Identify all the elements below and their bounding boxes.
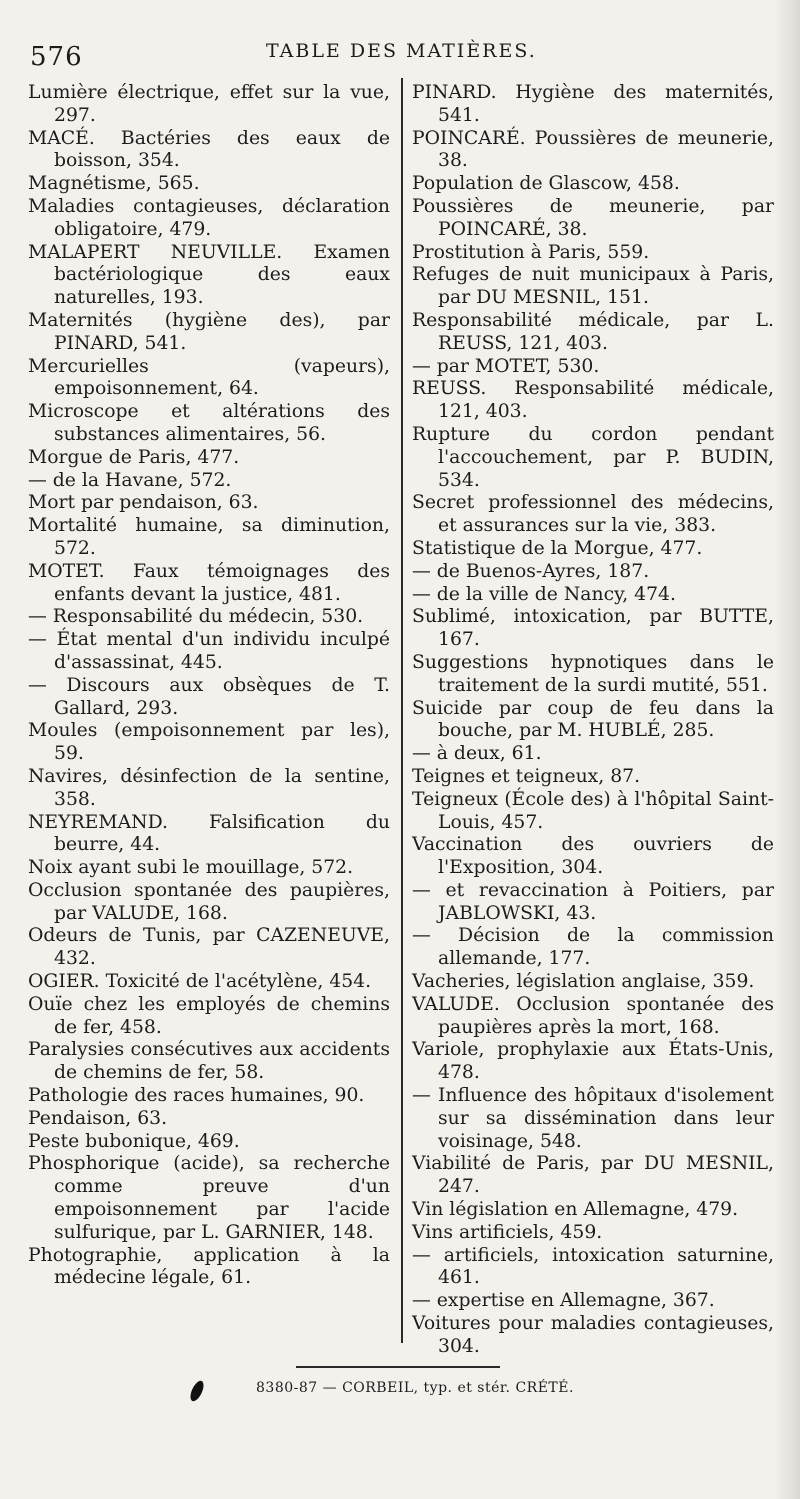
index-entry: Suicide par coup de feu dans la bouche, par M. HUBLÉ, 285. [412,697,774,742]
index-entry: Voitures pour maladies contagieuses, 304. [412,1313,774,1357]
index-entry: Mercurielles (vapeurs), empoisonnement, 64. [28,355,390,400]
index-entry: — Responsabilité du médecin, 530. [28,606,364,628]
index-entry: Odeurs de Tunis, par CAZENEUVE, 432. [28,925,390,970]
index-entry: Maternités (hygiène des), par PINARD, 541. [28,309,390,354]
index-entry: Teignes et teigneux, 87. [412,765,641,787]
index-entry: Prostitution à Paris, 559. [412,241,650,263]
index-entry: Viabilité de Paris, par DU MESNIL, 247. [412,1153,774,1198]
index-entry: — de la ville de Nancy, 474. [412,583,676,605]
index-entry: Vaccination des ouvriers de l'Exposition, 304. [412,834,774,879]
index-entry: Phosphorique (acide), sa recherche comme preuve d'un empoisonnement par l'acide sulfurique, par L. GARNIER, 148. [28,1153,390,1243]
index-entry: — Décision de la commission allemande, 177. [412,925,774,970]
index-entry: Rupture du cordon pendant l'accouchement, par P. BUDIN, 534. [412,423,774,491]
index-entry: OGIER. Toxicité de l'acétylène, 454. [28,971,372,993]
index-entry: Vacheries, législation anglaise, 359. [412,971,755,993]
index-column-left [28,82,390,1290]
index-entry: REUSS. Responsabilité médicale, 121, 403. [412,378,774,423]
column-divider [401,78,403,1343]
index-entry: Teigneux (École des) à l'hôpital Saint-Louis, 457. [412,788,774,833]
index-entry: Pendaison, 63. [28,1107,168,1129]
index-entry: — à deux, 61. [412,743,542,765]
index-entry: — de Buenos-Ayres, 187. [412,560,650,582]
index-entry: — Influence des hôpitaux d'isolement sur sa dissémination dans leur voisinage, 548. [412,1085,774,1152]
index-entry: Ouïe chez les employés de chemins de fer, 458. [28,993,390,1038]
index-entry: Microscope et altérations des substances alimentaires, 56. [28,401,390,445]
index-entry: — de la Havane, 572. [28,469,232,491]
index-entry: Photographie, application à la médecine légale, 61. [28,1244,390,1289]
index-entry: Magnétisme, 565. [28,173,200,195]
index-entry: Morgue de Paris, 477. [28,446,240,468]
index-entry: — par MOTET, 530. [412,355,600,377]
index-entry: Statistique de la Morgue, 477. [412,537,703,559]
index-entry: Mortalité humaine, sa diminution, 572. [28,515,390,559]
page-number: 576 [30,42,83,72]
index-entry: Lumière électrique, effet sur la vue, 297. [28,82,390,126]
index-entry: MOTET. Faux témoignages des enfants devant la justice, 481. [28,560,390,605]
index-entry: Poussières de meunerie, par POINCARÉ, 38. [412,195,774,240]
index-entry: Vin législation en Allemagne, 479. [412,1199,739,1221]
index-entry: NEYREMAND. Falsification du beurre, 44. [28,811,390,856]
page-edge-shadow [774,0,800,1499]
index-entry: Maladies contagieuses, déclaration obligatoire, 479. [28,195,390,240]
index-entry: Noix ayant subi le mouillage, 572. [28,857,354,879]
footer-rule [296,1366,500,1368]
index-entry: Peste bubonique, 469. [28,1130,240,1152]
index-entry: Vins artificiels, 459. [412,1221,603,1243]
index-entry: Sublimé, intoxication, par BUTTE, 167. [412,606,774,651]
ink-blot [188,1379,206,1403]
index-entry: Secret professionnel des médecins, et assurances sur la vie, 383. [412,492,774,537]
index-entry: — artificiels, intoxication saturnine, 461. [412,1244,774,1289]
index-entry: — et revaccination à Poitiers, par JABLOWSKI, 43. [412,879,774,924]
index-entry: Refuges de nuit municipaux à Paris, par DU MESNIL, 151. [412,264,774,309]
index-entry: Suggestions hypnotiques dans le traitement de la surdi mutité, 551. [412,651,774,696]
index-entry: Population de Glascow, 458. [412,173,680,195]
index-entry: Moules (empoisonnement par les), 59. [28,720,390,765]
index-entry: Responsabilité médicale, par L. REUSS, 121, 403. [412,309,774,354]
index-entry: — Discours aux obsèques de T. Gallard, 293. [28,674,390,719]
index-entry: MALAPERT NEUVILLE. Examen bactériologique des eaux naturelles, 193. [28,241,390,309]
index-entry: Occlusion spontanée des paupières, par VALUDE, 168. [28,879,390,924]
page-header [28,36,778,76]
printer-imprint: 8380-87 — CORBEIL, typ. et stér. CRÉTÉ. [256,1380,574,1396]
index-entry: Mort par pendaison, 63. [28,492,259,514]
index-entry: — expertise en Allemagne, 367. [412,1290,715,1312]
index-entry: Navires, désinfection de la sentine, 358. [28,765,390,810]
index-entry: Pathologie des races humaines, 90. [28,1085,365,1107]
index-entry: Variole, prophylaxie aux États-Unis, 478. [412,1039,774,1084]
index-entry: VALUDE. Occlusion spontanée des paupières après la mort, 168. [412,993,774,1038]
running-title: TABLE DES MATIÈRES. [266,40,537,62]
index-entry: — État mental d'un individu inculpé d'assassinat, 445. [28,629,390,673]
index-entry: MACÉ. Bactéries des eaux de boisson, 354. [28,127,390,172]
index-entry: PINARD. Hygiène des maternités, 541. [412,82,774,126]
index-entry: POINCARÉ. Poussières de meunerie, 38. [412,127,774,172]
index-column-right [412,82,774,1359]
index-entry: Paralysies consécutives aux accidents de chemins de fer, 58. [28,1039,390,1084]
